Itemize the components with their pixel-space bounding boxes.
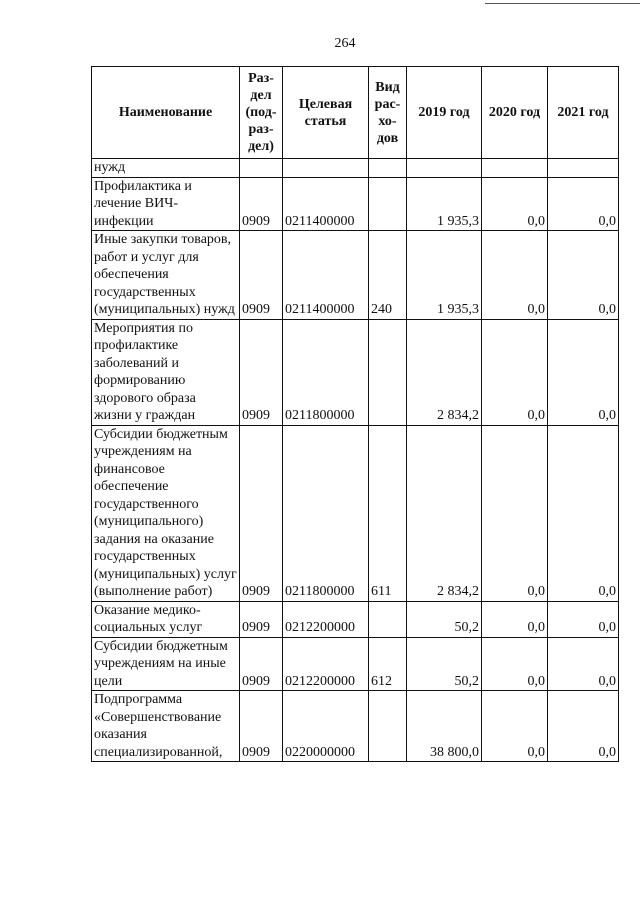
row-2019-cell: 50,2 [407, 601, 482, 637]
row-name-cell: Субсидии бюджетным учреждениям на финансовое обеспечение государственного (муниципального) задания на оказание государственных (муниципальных) услуг (выполнение работ) [92, 425, 240, 601]
row-name-cell: Мероприятия по профилактике заболеваний и формированию здорового образа жизни у граждан [92, 319, 240, 425]
row-2019-cell: 1 935,3 [407, 177, 482, 231]
table-row [92, 177, 619, 231]
row-2019-cell: 38 800,0 [407, 691, 482, 762]
header-2020: 2020 год [482, 67, 548, 159]
budget-table [91, 66, 619, 762]
row-razdel-cell: 0909 [240, 637, 283, 691]
row-2019-cell: 1 935,3 [407, 231, 482, 320]
row-vid-cell: 612 [369, 637, 407, 691]
row-razdel-cell: 0909 [240, 601, 283, 637]
row-razdel-cell: 0909 [240, 425, 283, 601]
row-target-cell: 0211800000 [283, 425, 369, 601]
table-row [92, 159, 619, 178]
row-2019-cell: 2 834,2 [407, 425, 482, 601]
row-name-cell: Иные закупки товаров, работ и услуг для обеспечения государственных (муниципальных) нужд [92, 231, 240, 320]
row-target-cell: 0212200000 [283, 601, 369, 637]
table-header-row [92, 67, 619, 159]
table-row [92, 231, 619, 320]
row-2021-cell: 0,0 [548, 637, 619, 691]
row-razdel-cell: 0909 [240, 231, 283, 320]
row-vid-cell [369, 319, 407, 425]
row-name-cell: Подпрограмма «Совершенствование оказания специализированной, [92, 691, 240, 762]
row-vid-cell [369, 177, 407, 231]
row-vid-cell [369, 691, 407, 762]
row-target-cell: 0212200000 [283, 637, 369, 691]
row-2020-cell: 0,0 [482, 637, 548, 691]
page-number: 264 [334, 36, 356, 51]
row-target-cell: 0220000000 [283, 691, 369, 762]
row-2021-cell: 0,0 [548, 319, 619, 425]
row-razdel-cell: 0909 [240, 177, 283, 231]
row-target-cell: 0211800000 [283, 319, 369, 425]
header-2021: 2021 год [548, 67, 619, 159]
row-2019-cell [407, 159, 482, 178]
top-edge-line [485, 3, 640, 4]
row-vid-cell [369, 601, 407, 637]
row-2019-cell: 2 834,2 [407, 319, 482, 425]
row-2019-cell: 50,2 [407, 637, 482, 691]
header-2019: 2019 год [407, 67, 482, 159]
row-2020-cell: 0,0 [482, 601, 548, 637]
row-target-cell: 0211400000 [283, 231, 369, 320]
row-2021-cell: 0,0 [548, 425, 619, 601]
row-name-cell: Субсидии бюджетным учреждениям на иные цели [92, 637, 240, 691]
row-name-cell: нужд [92, 159, 240, 178]
row-2020-cell: 0,0 [482, 319, 548, 425]
row-razdel-cell [240, 159, 283, 178]
table-row [92, 425, 619, 601]
row-2021-cell: 0,0 [548, 177, 619, 231]
row-2021-cell [548, 159, 619, 178]
row-2021-cell: 0,0 [548, 691, 619, 762]
table-row [92, 319, 619, 425]
row-razdel-cell: 0909 [240, 319, 283, 425]
header-target: Целевая статья [283, 67, 369, 159]
row-target-cell [283, 159, 369, 178]
row-2020-cell: 0,0 [482, 177, 548, 231]
header-razdel: Раз- дел (под- раз- дел) [240, 67, 283, 159]
row-2020-cell: 0,0 [482, 691, 548, 762]
row-vid-cell: 611 [369, 425, 407, 601]
header-vid: Вид рас- хо- дов [369, 67, 407, 159]
table-row [92, 691, 619, 762]
row-vid-cell [369, 159, 407, 178]
header-name: Наименование [92, 67, 240, 159]
row-target-cell: 0211400000 [283, 177, 369, 231]
row-2021-cell: 0,0 [548, 231, 619, 320]
row-razdel-cell: 0909 [240, 691, 283, 762]
table-row [92, 601, 619, 637]
row-2020-cell [482, 159, 548, 178]
row-2021-cell: 0,0 [548, 601, 619, 637]
table-row [92, 637, 619, 691]
row-name-cell: Профилактика и лечение ВИЧ-инфекции [92, 177, 240, 231]
row-2020-cell: 0,0 [482, 425, 548, 601]
row-2020-cell: 0,0 [482, 231, 548, 320]
row-name-cell: Оказание медико-социальных услуг [92, 601, 240, 637]
row-vid-cell: 240 [369, 231, 407, 320]
